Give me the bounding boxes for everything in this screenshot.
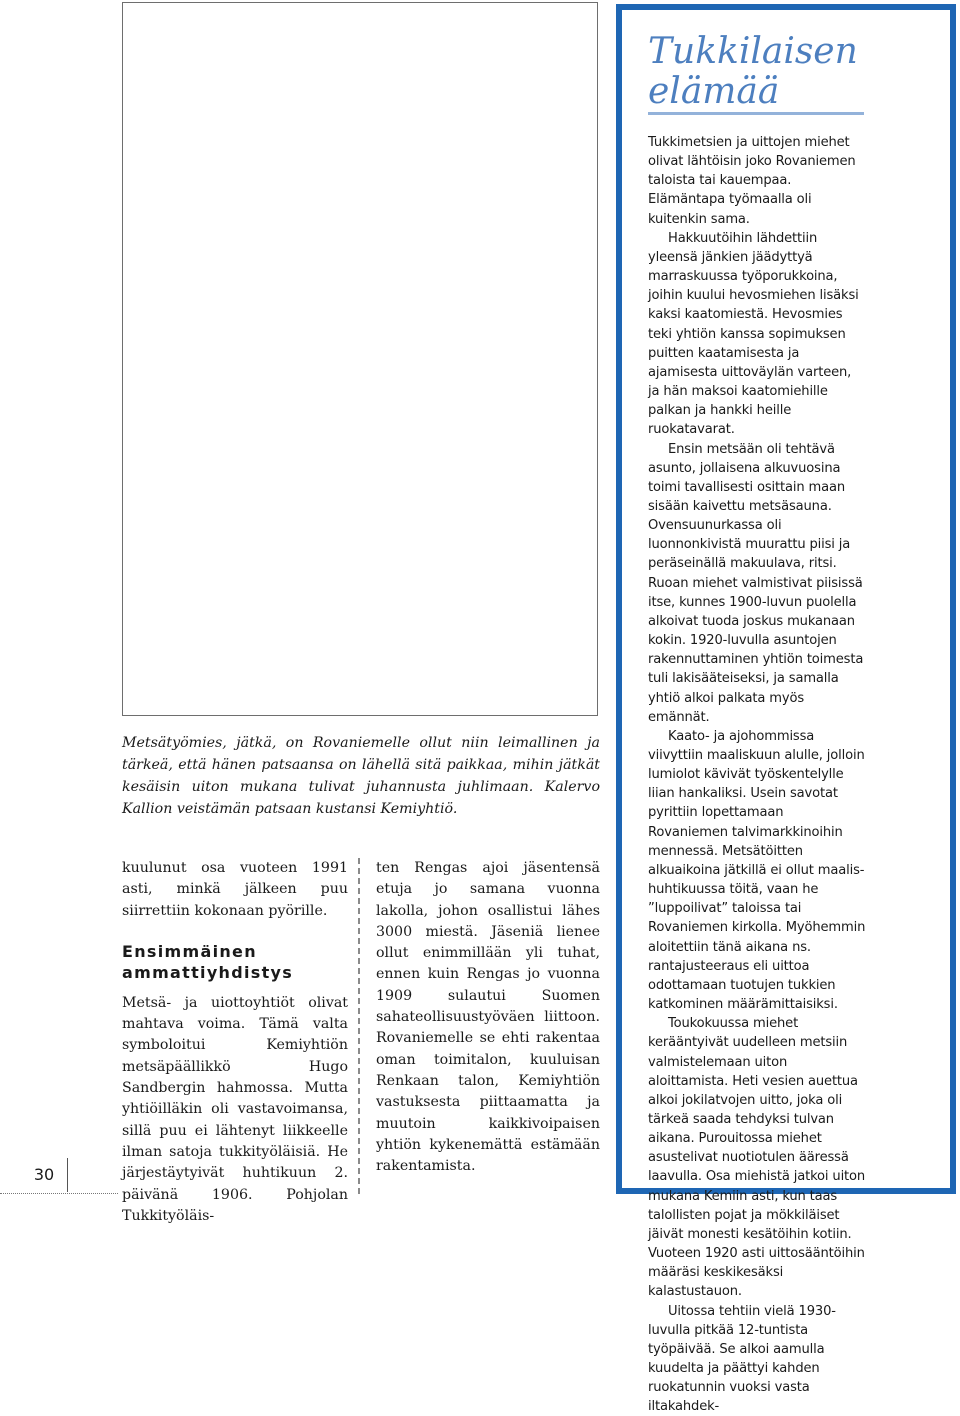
photo-placeholder — [122, 2, 598, 716]
sidebar-paragraph: Tukkimetsien ja uittojen miehet olivat lähtöisin joko Rovaniemen taloista tai kauempaa. Elämäntapa työmaalla oli kuitenkin sama. — [648, 135, 856, 227]
sidebar-title-line-2: elämää — [648, 71, 780, 112]
sidebar-title — [648, 32, 948, 112]
sidebar-title-line-1: Tukkilaisen — [648, 31, 858, 72]
article-left-intro: kuulunut osa vuoteen 1991 asti, minkä jälkeen puu siirrettiin kokonaan pyörille. — [122, 860, 348, 919]
page-number: 30 — [33, 1165, 55, 1184]
sidebar-paragraph: Uitossa tehtiin vielä 1930-luvulla pitkää 12-tuntista työpäivää. Se alkoi aamulla kuudelta ja päättyi kahden ruokatunnin vuoksi vasta iltakahdek- — [648, 1303, 836, 1415]
sidebar-box — [616, 4, 956, 1415]
article-column-left — [122, 858, 348, 1227]
sidebar-paragraph: Ensin metsään oli tehtävä asunto, jollaisena alkuvuosina toimi tavallisesti osittain maan sisään kaivettu metsäsauna. Ovensuunurkassa oli luonnonkivistä muurattu piisi ja peräseinällä makuulava, ritsi. Ruoan miehet valmistivat piisissä itse, kunnes 1900-luvun puolella alkoivat tuoda joskus mukanaan kokin. 1920-luvulla asuntojen rakennuttaminen yhtiön toimesta tuli lakisääteiseksi, ja samalla yhtiö alkoi palkata myös emännät. — [648, 441, 864, 725]
photo-caption — [122, 732, 600, 820]
photo-caption-text: Metsätyömies, jätkä, on Rovaniemelle ollut niin leimallinen ja tärkeä, että hänen patsaansa on lähellä sitä paikkaa, mihin jätkät kesäisin uiton mukana tulivat juhannusta juhlimaan. Kalervo Kallion veistämän patsaan kustansi Kemiyhtiö. — [122, 735, 600, 817]
sidebar-paragraph: Toukokuussa miehet kerääntyivät uudelleen metsiin valmistelemaan uiton aloittamista. Heti vesien auettua alkoi jokilatvojen uitto, joka oli tärkeä saada tehdyksi tulvan aikana. Purouitossa miehet asustelivat nuotiotulen ääressä laavulla. Osa miehistä jatkoi uiton mukana Kemiin asti, kun taas talollisten pojat ja mökkiläiset jäivät monesti kesätöihin kotiin. Vuoteen 1920 asti uittosääntöihin määräsi keskikesäksi kalastustauon. — [648, 1016, 866, 1300]
sidebar-paragraph: Hakkuutöihin lähdettiin yleensä jänkien jäädyttyä marraskuussa työporukkoina, joihin kuului hevosmiehen lisäksi kaksi kaatomiestä. Hevosmies teki yhtiön kanssa sopimuksen puitten kaatamisesta ja ajamisesta uittoväylän varteen, ja hän maksoi kaatomiehille palkan ja hankki heille ruokatavarat. — [648, 230, 859, 438]
article-subheading: Ensimmäinen ammattiyhdistys — [122, 941, 294, 982]
sidebar-title-rule — [648, 112, 864, 115]
sidebar-body — [648, 133, 866, 1416]
article-column-middle — [376, 858, 600, 1177]
page-bottom-rule — [0, 1193, 118, 1194]
article-middle-body: ten Rengas ajoi jäsentensä etuja jo samana vuonna lakolla, johon osallistui lähes 3000 miestä. Jäseniä lienee ollut enimmillään yli tuhat, ennen kuin Rengas jo vuonna 1909 sulautui Suomen sahateollisuustyöväen liittoon. Rovaniemelle se ehti rakentaa oman toimitalon, kuuluisan Renkaan talon, Kemiyhtiön vastuksesta piittaamatta ja muutoin kaikkivoipaisen yhtiön kykenemättä estämään rakentamista. — [376, 860, 600, 1175]
column-divider — [358, 858, 360, 1194]
article-left-body: Metsä- ja uiottoyhtiöt olivat mahtava voima. Tämä valta symboloitui Kemiyhtiön metsäpäällikkö Hugo Sandbergin hahmossa. Mutta yhtiöilläkin oli vastavoimansa, sillä puu ei lähtenyt liikkeelle ilman satoja tukkityöläisiä. He järjestäytyivät huhtikuun 2. päivänä 1906. Pohjolan Tukkityöläis- — [122, 994, 348, 1224]
sidebar-paragraph: Kaato- ja ajohommissa viivyttiin maaliskuun alulle, jolloin lumiolot kävivät työskentelylle liian hankaliksi. Usein savotat pyrittiin lopettamaan Rovaniemen talvimarkkinoihin mennessä. Metsätöitten alkuaikoina jätkillä ei ollut maalis-huhtikuussa töitä, vaan he ”luppoilivat” taloissa tai Rovaniemen kirkolla. Myöhemmin aloitettiin tänä aikana ns. rantajusteeraus eli uittoa odottamaan tuotujen tukkien katkominen määrämittaisiksi. — [648, 728, 866, 1013]
